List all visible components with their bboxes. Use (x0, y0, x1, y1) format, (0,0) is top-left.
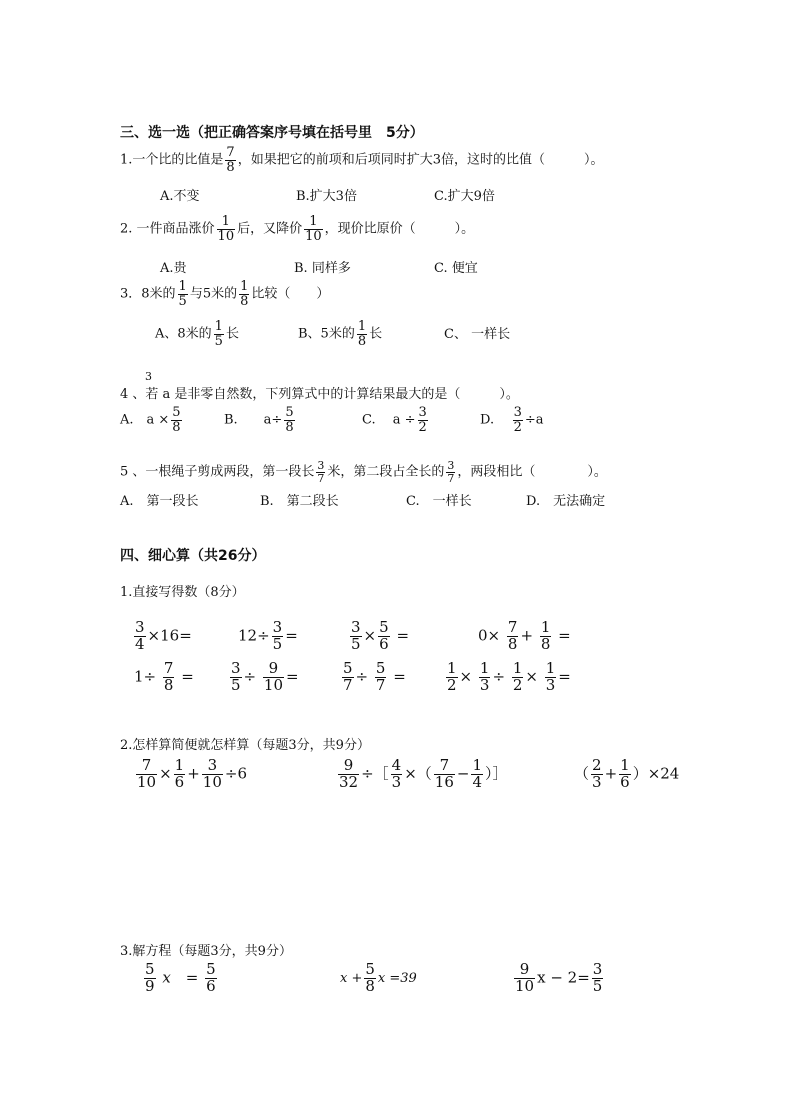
q1-post: ，如果把它的前项和后项同时扩大3倍，这时的比值（ ）。 (237, 152, 604, 168)
q5-line (120, 460, 607, 484)
q2-fraction-1: $\frac{1}{10}$ (217, 214, 235, 244)
q1-line (120, 146, 603, 174)
q3-option-b-fraction: $\frac{1}{8}$ (357, 319, 367, 349)
q4-line: 4 、若 a 是非零自然数，下列算式中的计算结果最大的是（ ）。 (120, 387, 519, 402)
q2-option-b: B. 同样多 (294, 261, 351, 276)
q3-stray-mark: 3 (145, 370, 152, 383)
q4-option-b-fraction: $\frac{5}{8}$ (285, 405, 294, 435)
q2-mid: 后，又降价 (237, 221, 303, 237)
p2-expr-1: $\frac{7}{10}$ × $\frac{1}{6}$ + $\frac{3}{10}$ ÷6 (137, 756, 248, 791)
q4-option-c-fraction: $\frac{3}{2}$ (418, 405, 427, 435)
section4-title: 四、细心算（共26分） (120, 548, 266, 564)
p1-r2-d: $\frac{1}{2}$ × $\frac{1}{3}$ ÷ $\frac{1}{2}$ × $\frac{1}{3}$ = (447, 659, 571, 694)
q5-option-b: B. 第二段长 (260, 494, 339, 509)
q5-option-c: C. 一样长 (406, 494, 472, 509)
q2-option-c: C. 便宜 (434, 261, 478, 276)
q5-mid: 米，第二段占全长的 (327, 464, 445, 480)
q4-option-a: A. a × $\frac{5}{8}$ (120, 405, 181, 435)
q4-option-b: B. a÷ $\frac{5}{8}$ (224, 405, 294, 435)
q3-line (120, 280, 329, 308)
q3-mid: 与5米的 (189, 286, 238, 302)
p2-expr-2: $\frac{9}{32}$ ÷［ $\frac{4}{3}$ ×（ $\frac{7}{16}$ − $\frac{1}{4}$ ）］ (339, 756, 508, 791)
p1-r1-d: 0× $\frac{7}{8}$ + $\frac{1}{8}$ = (478, 618, 571, 653)
q3-fraction-2: $\frac{1}{8}$ (240, 279, 249, 309)
p3-eq-3: $\frac{9}{10}$ x − 2= $\frac{3}{5}$ (515, 960, 603, 995)
p1-r1-a: $\frac{3}{4}$ ×16= (135, 618, 192, 653)
q3-option-a: A、8米的 $\frac{1}{5}$ 长 (155, 319, 239, 349)
q4-option-d-fraction: $\frac{3}{2}$ (513, 405, 522, 435)
p3-eq-1: $\frac{5}{9}$ x = $\frac{5}{6}$ (145, 960, 216, 995)
q4-option-c: C. a ÷ $\frac{3}{2}$ (362, 405, 427, 435)
p1-r2-c: $\frac{5}{7}$ ÷ $\frac{5}{7}$ = (343, 659, 406, 694)
part1-title: 1.直接写得数（8分） (120, 585, 245, 600)
p1-r2-a: 1÷ $\frac{7}{8}$ = (134, 659, 194, 694)
q3-post: 比较（ ） (251, 286, 330, 302)
q1-option-b: B.扩大3倍 (296, 189, 357, 204)
q1-pre: 1.一个比的比值是 (120, 152, 224, 168)
q1-fraction: $\frac{7}{8}$ (226, 145, 235, 175)
q2-line (120, 215, 474, 243)
q5-option-a: A. 第一段长 (120, 494, 199, 509)
q3-fraction-1: $\frac{1}{5}$ (178, 279, 187, 309)
p3-eq-2: x + $\frac{5}{8}$ x =39 (340, 960, 417, 995)
q2-option-a: A.贵 (160, 261, 187, 276)
q2-fraction-2: $\frac{1}{10}$ (305, 214, 322, 244)
p2-expr-3: （ $\frac{2}{3}$ + $\frac{1}{6}$ ）×24 (574, 756, 680, 791)
part3-title: 3.解方程（每题3分，共9分） (120, 944, 292, 959)
q5-post: ，两段相比（ ）。 (457, 464, 607, 480)
section3-title: 三、选一选（把正确答案序号填在括号里 5分） (120, 125, 424, 141)
q2-pre: 2. 一件商品涨价 (120, 221, 215, 237)
q2-post: ，现价比原价（ ）。 (324, 221, 475, 237)
q1-option-a: A.不变 (160, 189, 200, 204)
q3-option-b: B、5米的 $\frac{1}{8}$ 长 (298, 319, 383, 349)
p1-r2-b: $\frac{3}{5}$ ÷ $\frac{9}{10}$ = (231, 659, 299, 694)
q3-option-a-fraction: $\frac{1}{5}$ (214, 319, 223, 349)
q5-fraction-2: $\frac{3}{7}$ (447, 459, 455, 485)
q5-option-d: D. 无法确定 (526, 494, 606, 509)
q1-option-c: C.扩大9倍 (434, 189, 495, 204)
p1-r1-c: $\frac{3}{5}$ × $\frac{5}{6}$ = (351, 618, 410, 653)
q4-option-a-fraction: $\frac{5}{8}$ (172, 405, 181, 435)
q4-option-d: D. $\frac{3}{2}$ ÷a (480, 405, 544, 435)
q3-option-c: C、 一样长 (444, 327, 511, 342)
part2-title: 2.怎样算简便就怎样算（每题3分，共9分） (120, 738, 370, 753)
q5-pre: 5 、一根绳子剪成两段，第一段长 (120, 464, 315, 480)
p1-r1-b: 12÷ $\frac{3}{5}$ = (238, 618, 298, 653)
q5-fraction-1: $\frac{3}{7}$ (317, 459, 325, 485)
q3-pre: 3．8米的 (120, 286, 176, 302)
